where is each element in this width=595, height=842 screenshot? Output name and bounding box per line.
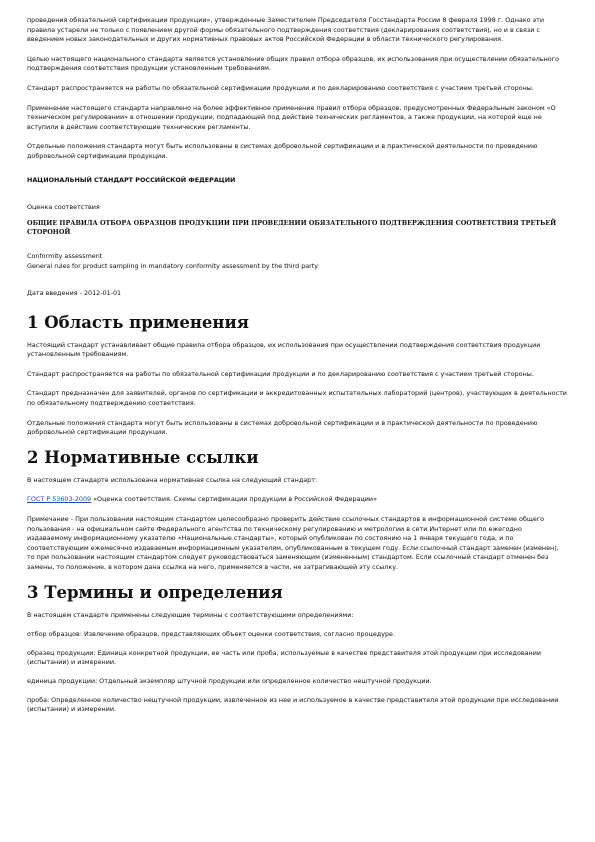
section-1-paragraph: Настоящий стандарт устанавливает общие правила отбора образцов, их использования при осуществлении подтверждения соответствия продукции установленным требованиям. (27, 340, 541, 359)
preamble-paragraph: Стандарт распространяется на работы по обязательной сертификации продукции и по декларированию соответствия с участием третьей стороны. (27, 83, 534, 92)
term-definition: отбор образцов: Извлечение образцов, представляющих объект оценки соответствия, согласно процедуре. (27, 630, 396, 639)
preamble-paragraph: Отдельные положения стандарта могут быть использованы в системах добровольной сертификации и в практической деятельности по проведению добровольной сертификации продукции. (27, 142, 538, 160)
preamble-paragraph: Применение настоящего стандарта направлено на более эффективное применение правил отбора образцов, предусмотренных Федеральным законом «О техническом регулировании» в отношении продукции, подпадающей под действие технических регламентов, а также продукции, на которой еще не вступили в действие соответствующие технические регламенты. (27, 103, 556, 131)
title-en-line-2: General rules for product sampling in mandatory conformity assessment by the third party (27, 261, 319, 270)
title-en-line-1: Conformity assessment (27, 251, 103, 260)
term-definition: единица продукции: Отдельный экземпляр штучной продукции или определенное количество нештучной продукции. (27, 676, 432, 685)
standard-caption: Оценка соответствия (27, 203, 100, 212)
reference-title: «Оценка соответствия. Схемы сертификации продукции в Российской Федерации» (91, 495, 377, 504)
section-3-lead: В настоящем стандарте применены следующие термины с соответствующими определениями: (27, 610, 354, 619)
section-2-heading: 2 Нормативные ссылки (27, 447, 259, 467)
term-definition: образец продукции: Единица конкретной продукции, ее часть или проба, используемые в качестве представителя этой продукции при исследовании (испытании) и измерении. (27, 648, 542, 667)
section-1-heading: 1 Область применения (27, 312, 249, 332)
term-definition: проба: Определенное количество нештучной продукции, извлеченное из нее и используемое в качестве представителя этой продукции при исследовании (испытании) и измерении. (27, 695, 559, 714)
preamble-paragraph: Целью настоящего национального стандарта является установление общих правил отбора образцов, их использования при осуществлении обязательного подтверждения соответствия продукции установленным требованиям. (27, 54, 559, 73)
section-1-paragraph: Стандарт предназначен для заявителей, органов по сертификации и аккредитованных испытательных лабораторий (центров), участвующих в деятельности по обязательному подтверждению соответствия. (27, 389, 567, 408)
section-3-heading: 3 Термины и определения (27, 582, 283, 602)
section-2-note: Примечание - При пользовании настоящим стандартом целесообразно проверить действие ссылочных стандартов в информационной системе общего пользования - на официальном сайте Федерального агентства по техническому регулированию и метрологии в сети Интернет или по ежегодно издаваемому информационному указателю «Национальные стандарты», который опубликован по состоянию на 1 января текущего года, и по соответствующим ежемесячно издаваемым информационным указателям, опубликованным в текущем году. Если ссылочный стандарт заменен (изменен), то при пользовании настоящим стандартом следует руководствоваться заменяющим (измененным) стандартом. Если ссылочный стандарт отменен без замены, то положение, в котором дана ссылка на него, применяется в части, не затрагивающей эту ссылку. (27, 515, 559, 571)
reference-link[interactable]: ГОСТ Р 53603-2009 (27, 495, 92, 504)
standard-name: НАЦИОНАЛЬНЫЙ СТАНДАРТ РОССИЙСКОЙ ФЕДЕРАЦИИ (27, 175, 236, 184)
standard-title-ru: ОБЩИЕ ПРАВИЛА ОТБОРА ОБРАЗЦОВ ПРОДУКЦИИ ПРИ ПРОВЕДЕНИИ ОБЯЗАТЕЛЬНОГО ПОДТВЕРЖДЕНИЯ СООТВЕТСТВИЯ ТРЕТЬЕЙ СТОРОНОЙ (27, 218, 557, 237)
section-1-paragraph: Отдельные положения стандарта могут быть использованы в системах добровольной сертификации и в практической деятельности по проведению добровольной сертификации продукции. (27, 418, 538, 437)
intro-date: Дата введения - 2012-01-01 (27, 289, 122, 298)
section-1-paragraph: Стандарт распространяется на работы по обязательной сертификации продукции и по декларированию соответствия с участием третьей стороны. (27, 369, 534, 378)
preamble-paragraph: проведения обязательной сертификации продукции», утвержденные Заместителем Председателя Госстандарта России 8 февраля 1998 г. Однако эти правила устарели не только с появлением другой формы обязательного подтверждения соответствия (декларирования соответствия), но и в связи с введением новых законодательных и других нормативных правовых актов Российской Федерации в области технического регулирования. (27, 16, 544, 44)
standard-title-en (27, 252, 568, 271)
normative-reference (27, 495, 568, 505)
section-2-lead: В настоящем стандарте использована нормативная ссылка на следующий стандарт: (27, 475, 318, 484)
